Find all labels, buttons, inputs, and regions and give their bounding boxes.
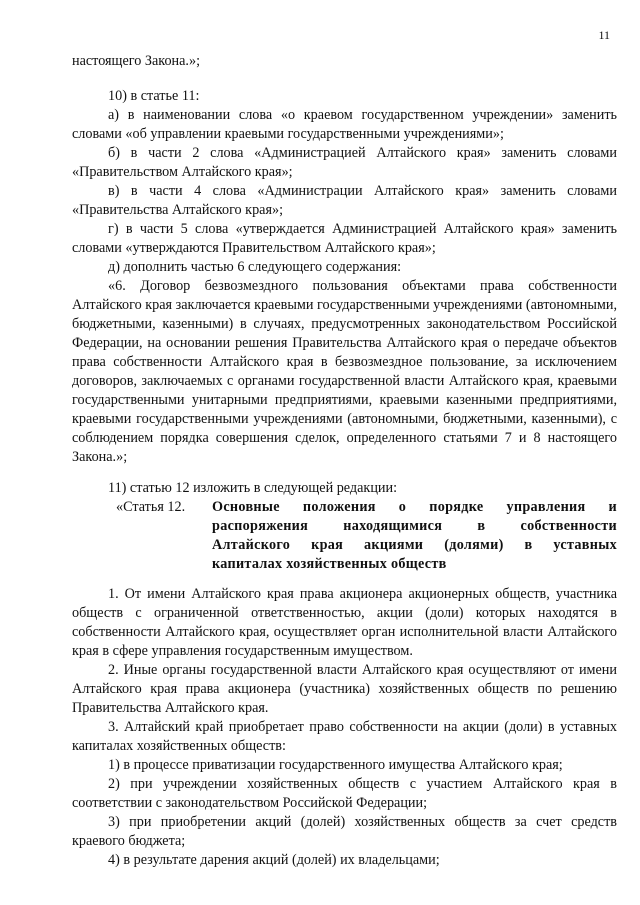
paragraph-item-10a: а) в наименовании слова «о краевом государственном учреждении» заменить словами «об управлении краевыми государственными учреждениями»;: [72, 107, 617, 142]
paragraph-item-10b: б) в части 2 слова «Администрацией Алтайского края» заменить словами «Правительством Алтайского края»;: [72, 145, 617, 180]
article-label: «Статья 12.: [116, 499, 186, 515]
article-part-3-item-1: 1) в процессе приватизации государственного имущества Алтайского края;: [108, 757, 563, 773]
article-part-3: 3. Алтайский край приобретает право собственности на акции (доли) в уставных капиталах хозяйственных обществ:: [72, 719, 617, 754]
paragraph-part-6: «6. Договор безвозмездного пользования объектами права собственности Алтайского края заключается краевыми государственными учреждениями (автономными, бюджетными, казенными) в случаях, предусмотренных законодательством Российской Федерации, на основании решения Правительства Алтайского края о передаче объектов права собственности Алтайского края в безвозмездное пользование, за исключением договоров, заключаемых с органами государственной власти Алтайского края, краевыми государственными унитарными предприятиями, краевыми казенными предприятиями, краевыми государственными учреждениями (автономными, бюджетными, казенными), с соблюдением порядка совершения сделок, определенного статьями 7 и 8 настоящего Закона.»;: [72, 278, 617, 465]
article-part-3-item-4: 4) в результате дарения акций (долей) их владельцами;: [108, 852, 440, 868]
article-part-3-item-3: 3) при приобретении акций (долей) хозяйственных обществ за счет средств краевого бюджета;: [72, 814, 617, 849]
paragraph-closing-quote: настоящего Закона.»;: [72, 53, 201, 69]
article-heading: [72, 498, 617, 574]
article-title: [212, 498, 617, 574]
page-number: 11: [598, 28, 610, 42]
paragraph-item-10: 10) в статье 11:: [108, 88, 200, 104]
paragraph-item-10d: д) дополнить частью 6 следующего содержания:: [108, 259, 402, 275]
paragraph-item-11: 11) статью 12 изложить в следующей редакции:: [108, 480, 398, 496]
article-part-2: 2. Иные органы государственной власти Алтайского края осуществляют от имени Алтайского края права акционера (участника) хозяйственных обществ по решению Правительства Алтайского края.: [72, 662, 617, 716]
article-title-line: Основные положения о порядке управления и: [212, 499, 617, 515]
paragraph-item-10g: г) в части 5 слова «утверждается Администрацией Алтайского края» заменить словами «утверждаются Правительством Алтайского края»;: [72, 221, 617, 256]
article-title-line: распоряжения находящимися в собственности: [212, 518, 617, 534]
amendments-block: [72, 52, 617, 574]
article-body: [72, 585, 617, 870]
article-title-line: капиталах хозяйственных обществ: [212, 556, 447, 572]
article-title-line: Алтайского края акциями (долями) в уставных: [212, 537, 617, 553]
article-part-1: 1. От имени Алтайского края права акционера акционерных обществ, участника обществ с ограниченной ответственностью, акции (доли) которых находятся в собственности Алтайского края, осуществляет орган исполнительной власти Алтайского края в сфере управления государственным имуществом.: [72, 586, 617, 659]
article-part-3-item-2: 2) при учреждении хозяйственных обществ с участием Алтайского края в соответствии с законодательством Российской Федерации;: [72, 776, 617, 811]
paragraph-item-10v: в) в части 4 слова «Администрации Алтайского края» заменить словами «Правительства Алтайского края»;: [72, 183, 617, 218]
